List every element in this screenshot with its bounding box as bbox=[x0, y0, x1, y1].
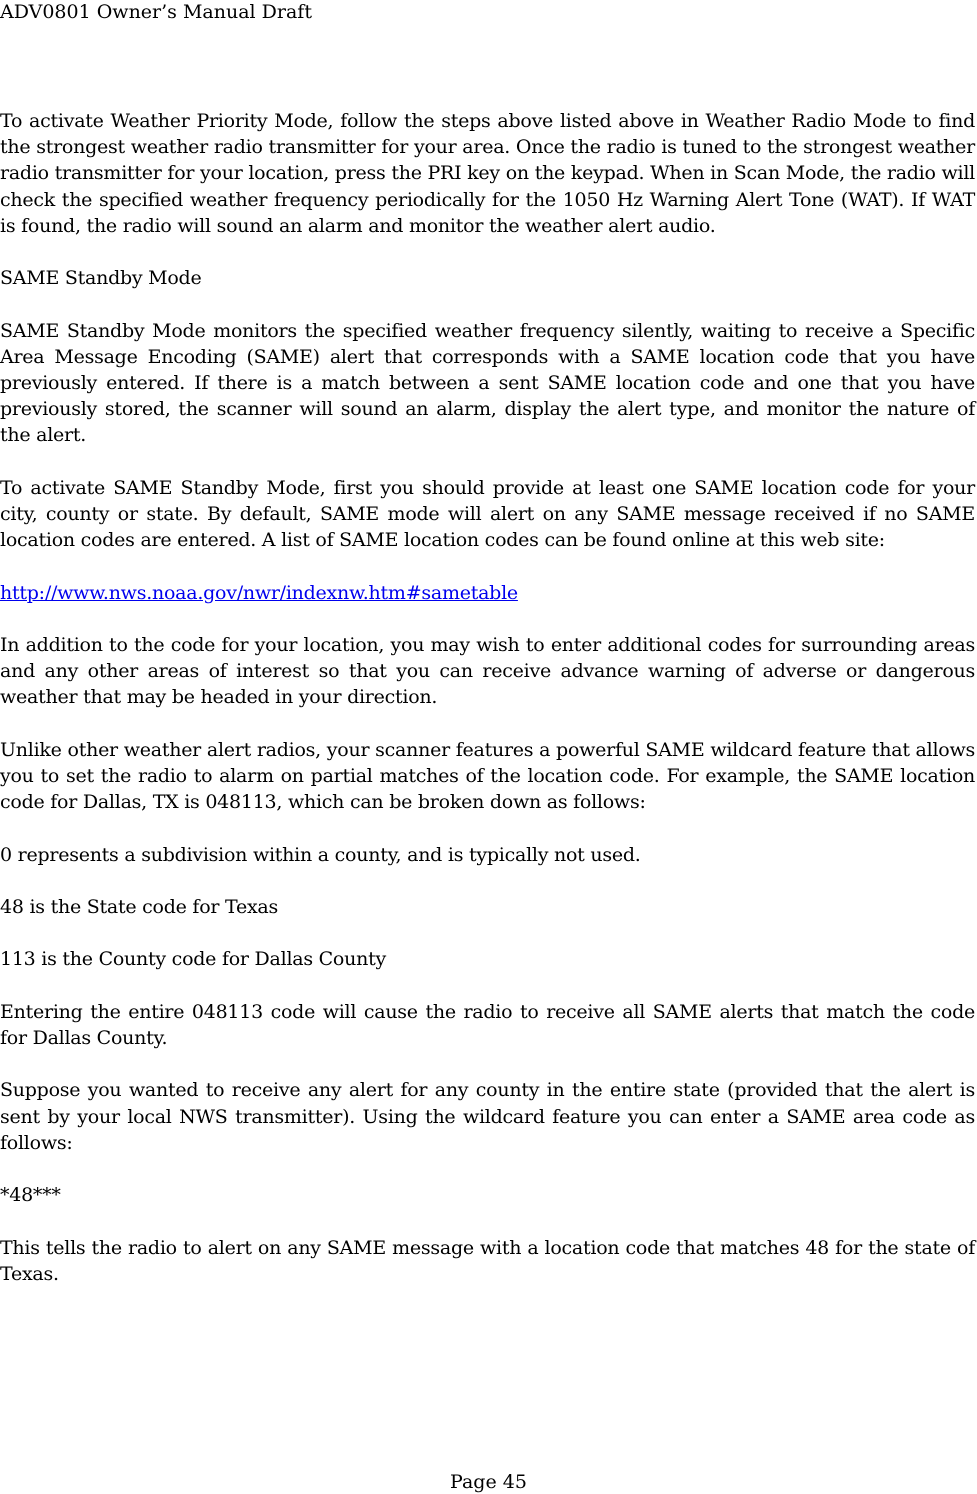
paragraph-same-standby-description: SAME Standby Mode monitors the specified weather frequency silently, waiting to receive a Specific Area Message Encoding (SAME) alert that corresponds with a SAME location code that you have previously entered. If there is a match between a sent SAME location code and one that you have previously stored, the scanner will sound an alarm, display the alert type, and monitor the nature of the alert. bbox=[0, 319, 975, 447]
document-header-title: ADV0801 Owner’s Manual Draft bbox=[0, 1, 312, 23]
paragraph-subdivision: 0 represents a subdivision within a county, and is typically not used. bbox=[0, 843, 641, 866]
section-heading-same-standby: SAME Standby Mode bbox=[0, 267, 202, 290]
paragraph-state-code: 48 is the State code for Texas bbox=[0, 895, 278, 918]
paragraph-county-code: 113 is the County code for Dallas County bbox=[0, 948, 386, 971]
page-number: Page 45 bbox=[450, 1471, 527, 1493]
same-table-link[interactable]: http://www.nws.noaa.gov/nwr/indexnw.htm#sametable bbox=[0, 581, 518, 604]
paragraph-entire-code: Entering the entire 048113 code will cause the radio to receive all SAME alerts that match the code for Dallas County. bbox=[0, 1000, 975, 1049]
same-table-link-paragraph bbox=[0, 580, 975, 606]
paragraph-weather-priority: To activate Weather Priority Mode, follow the steps above listed above in Weather Radio Mode to find the strongest weather radio transmitter for your area. Once the radio is tuned to the strongest weather radio transmitter for your location, press the PRI key on the keypad. When in Scan Mode, the radio will check the specified weather frequency periodically for the 1050 Hz Warning Alert Tone (WAT). If WAT is found, the radio will sound an alarm and monitor the weather alert audio. bbox=[0, 110, 975, 237]
wildcard-code-example: *48*** bbox=[0, 1184, 61, 1207]
paragraph-additional-codes: In addition to the code for your location, you may wish to enter additional codes for surrounding areas and any other areas of interest so that you can receive advance warning of adverse or dangerous weather that may be headed in your direction. bbox=[0, 633, 975, 709]
document-body bbox=[0, 108, 975, 1313]
paragraph-activate-same-standby: To activate SAME Standby Mode, first you should provide at least one SAME location code for your city, county or state. By default, SAME mode will alert on any SAME message received if no SAME location codes are entered. A list of SAME location codes can be found online at this web site: bbox=[0, 476, 975, 552]
paragraph-wildcard-feature: Unlike other weather alert radios, your scanner features a powerful SAME wildcard feature that allows you to set the radio to alarm on partial matches of the location code. For example, the SAME location code for Dallas, TX is 048113, which can be broken down as follows: bbox=[0, 738, 975, 814]
paragraph-wildcard-result: This tells the radio to alert on any SAME message with a location code that matches 48 for the state of Texas. bbox=[0, 1236, 975, 1285]
paragraph-entire-state: Suppose you wanted to receive any alert for any county in the entire state (provided that the alert is sent by your local NWS transmitter). Using the wildcard feature you can enter a SAME area code as follows: bbox=[0, 1079, 975, 1154]
